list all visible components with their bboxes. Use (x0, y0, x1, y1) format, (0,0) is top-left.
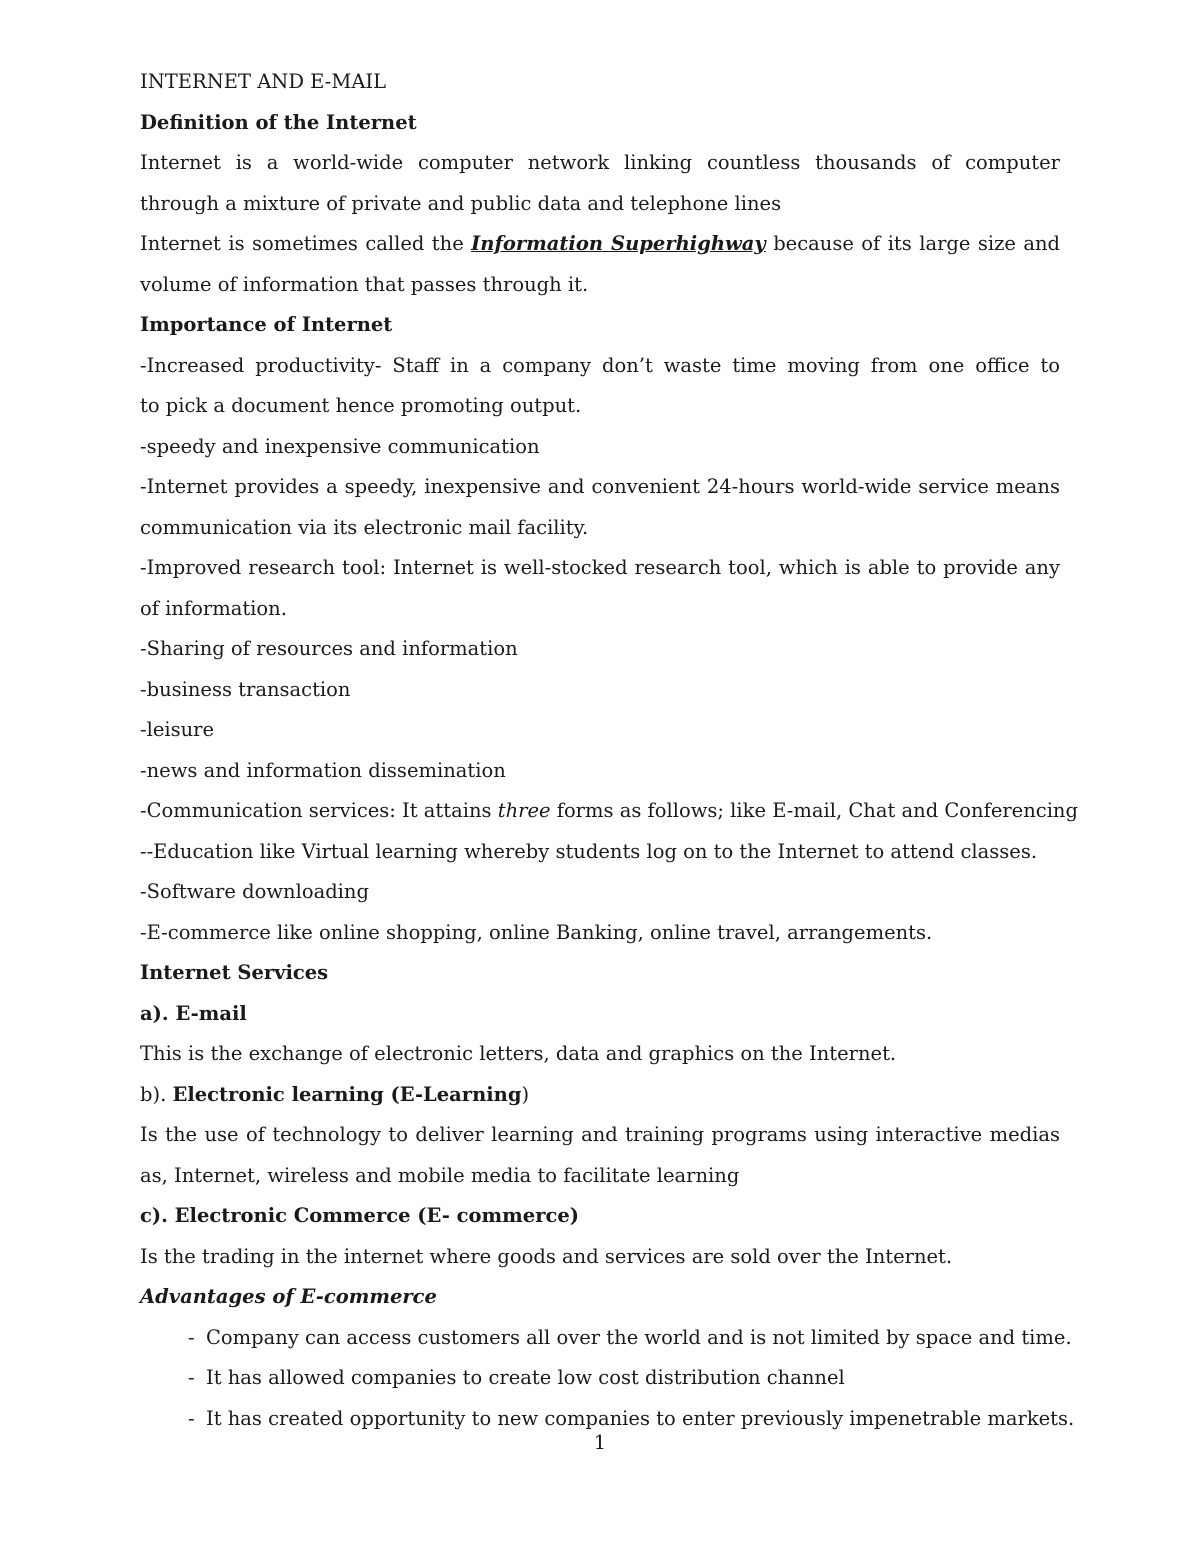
communication-services-line (140, 791, 1078, 832)
bullet-dash: - (188, 1325, 195, 1349)
definition-line-3-pre: Internet is sometimes called the (140, 232, 472, 255)
advantage-item (140, 1318, 1072, 1359)
definition-line-1: Internet is a world-wide computer network linking countless thousands of computer (140, 151, 1060, 174)
definition-line-3 (140, 224, 1060, 265)
importance-line: -Software downloading (140, 880, 369, 903)
importance-line: -business transaction (140, 677, 351, 701)
elearning-prefix: b). (140, 1082, 173, 1106)
importance-line: to pick a document hence promoting output. (140, 394, 582, 417)
services-heading: Internet Services (140, 961, 329, 984)
advantage-item (140, 1358, 1060, 1399)
definition-line-3-post: because of its large size and (773, 232, 1060, 255)
importance-line: -leisure (140, 718, 215, 741)
definition-heading: Definition of the Internet (140, 110, 417, 134)
definition-line-2: through a mixture of private and public data and telephone lines (140, 191, 782, 215)
elearning-line-2: as, Internet, wireless and mobile media to facilitate learning (140, 1163, 740, 1187)
communication-three: three (497, 799, 551, 822)
information-superhighway-term: Information Superhighway (471, 232, 766, 255)
email-heading: a). E-mail (140, 1001, 247, 1025)
ecommerce-heading: c). Electronic Commerce (E- commerce) (140, 1204, 579, 1227)
document-title: INTERNET AND E-MAIL (140, 70, 387, 93)
document-page (140, 62, 1078, 1439)
elearning-heading-line (140, 1075, 1060, 1116)
elearning-line-1: Is the use of technology to deliver learning and training programs using interactive medias (140, 1123, 1060, 1146)
bullet-dash: - (188, 1406, 195, 1430)
elearning-suffix: ) (521, 1082, 530, 1106)
ecommerce-text: Is the trading in the internet where goods and services are sold over the Internet. (140, 1244, 953, 1268)
communication-post: forms as follows; like E-mail, Chat and Conferencing (550, 799, 1078, 822)
communication-pre: -Communication services: It attains (140, 799, 498, 822)
importance-line: -Increased productivity- Staff in a company don’t waste time moving from one office to (140, 353, 1060, 377)
importance-line: of information. (140, 596, 287, 620)
importance-line: -speedy and inexpensive communication (140, 434, 540, 458)
bullet-dash: - (188, 1366, 195, 1389)
importance-line: -Improved research tool: Internet is well-stocked research tool, which is able to provide any (140, 556, 1060, 579)
importance-line: --Education like Virtual learning whereby students log on to the Internet to attend classes. (140, 839, 1038, 863)
advantage-text: It has created opportunity to new companies to enter previously impenetrable markets. (206, 1406, 1075, 1430)
advantage-text: Company can access customers all over the world and is not limited by space and time. (206, 1325, 1072, 1349)
email-text: This is the exchange of electronic letters, data and graphics on the Internet. (140, 1042, 897, 1065)
importance-line: -news and information dissemination (140, 758, 506, 782)
definition-line-4: volume of information that passes through it. (140, 272, 589, 296)
page-number: 1 (593, 1431, 607, 1454)
importance-line: -Internet provides a speedy, inexpensive and convenient 24-hours world-wide service means (140, 475, 1060, 498)
importance-heading: Importance of Internet (140, 313, 393, 336)
advantage-text: It has allowed companies to create low cost distribution channel (206, 1366, 845, 1389)
importance-line: -E-commerce like online shopping, online Banking, online travel, arrangements. (140, 920, 933, 944)
importance-line: communication via its electronic mail facility. (140, 515, 589, 539)
advantages-heading: Advantages of E-commerce (140, 1285, 437, 1308)
importance-line: -Sharing of resources and information (140, 637, 518, 660)
elearning-heading: Electronic learning (E-Learning (172, 1082, 522, 1106)
